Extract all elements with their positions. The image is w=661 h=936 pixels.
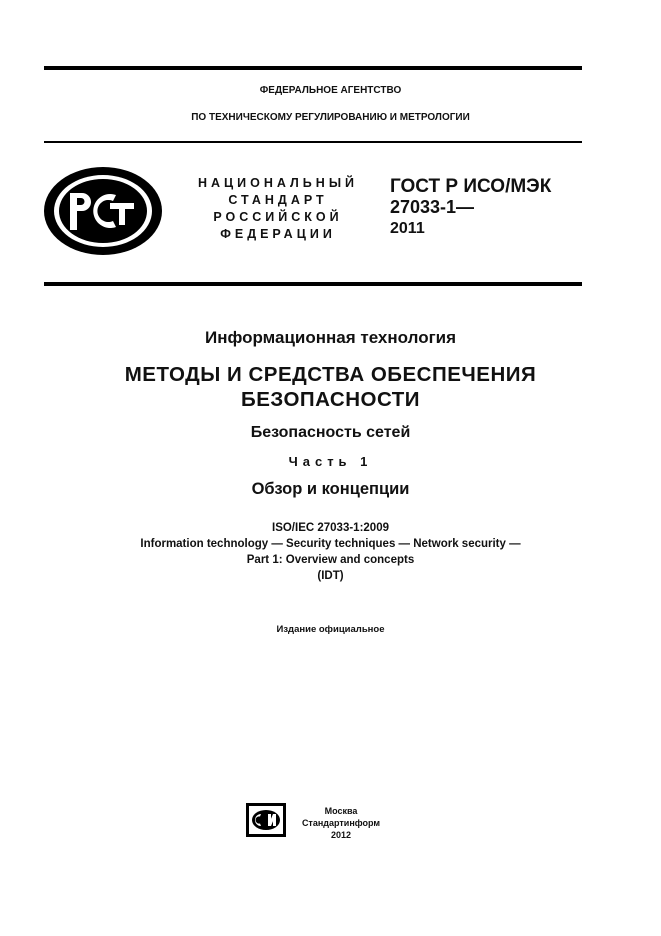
gost-r-logo-icon: [42, 165, 164, 257]
agency-line-1: ФЕДЕРАЛЬНОЕ АГЕНТСТВО: [259, 85, 402, 96]
standard-designation: [390, 176, 551, 239]
title-line-2: МЕТОДЫ И СРЕДСТВА ОБЕСПЕЧЕНИЯ: [124, 363, 537, 386]
edition-label: Издание официальное: [276, 624, 385, 635]
top-rule: [44, 66, 582, 70]
publisher-name: Стандартинформ: [301, 818, 381, 828]
designation-line-1: ГОСТ Р ИСО/МЭК: [390, 176, 552, 197]
header-rule: [44, 141, 582, 143]
mid-rule: [44, 282, 582, 286]
iso-line-4: (IDT): [317, 570, 344, 582]
publisher-block: [296, 805, 386, 841]
national-line-1: НАЦИОНАЛЬНЫЙ: [197, 176, 359, 190]
iso-line-2: Information technology — Security techniques — Network security —: [140, 538, 521, 550]
publisher-city: Москва: [324, 806, 358, 816]
agency-line-2: ПО ТЕХНИЧЕСКОМУ РЕГУЛИРОВАНИЮ И МЕТРОЛОГИИ: [191, 112, 470, 123]
title-line-4: Безопасность сетей: [250, 424, 411, 441]
designation-line-3: 2011: [390, 220, 425, 237]
national-line-3: РОССИЙСКОЙ: [213, 210, 343, 224]
designation-line-2: 27033-1—: [390, 197, 475, 217]
title-line-5: Часть 1: [288, 454, 373, 469]
national-line-4: ФЕДЕРАЦИИ: [220, 227, 336, 241]
iso-line-3: Part 1: Overview and concepts: [246, 554, 415, 566]
title-line-3: БЕЗОПАСНОСТИ: [240, 388, 421, 411]
publisher-logo-icon: [246, 803, 286, 837]
publisher-year: 2012: [330, 830, 352, 840]
national-line-2: СТАНДАРТ: [228, 193, 328, 207]
title-line-1: Информационная технология: [204, 328, 457, 347]
title-line-6: Обзор и концепции: [251, 480, 410, 498]
national-standard-label: [182, 175, 374, 243]
iso-line-1: ISO/IEC 27033-1:2009: [272, 522, 389, 534]
